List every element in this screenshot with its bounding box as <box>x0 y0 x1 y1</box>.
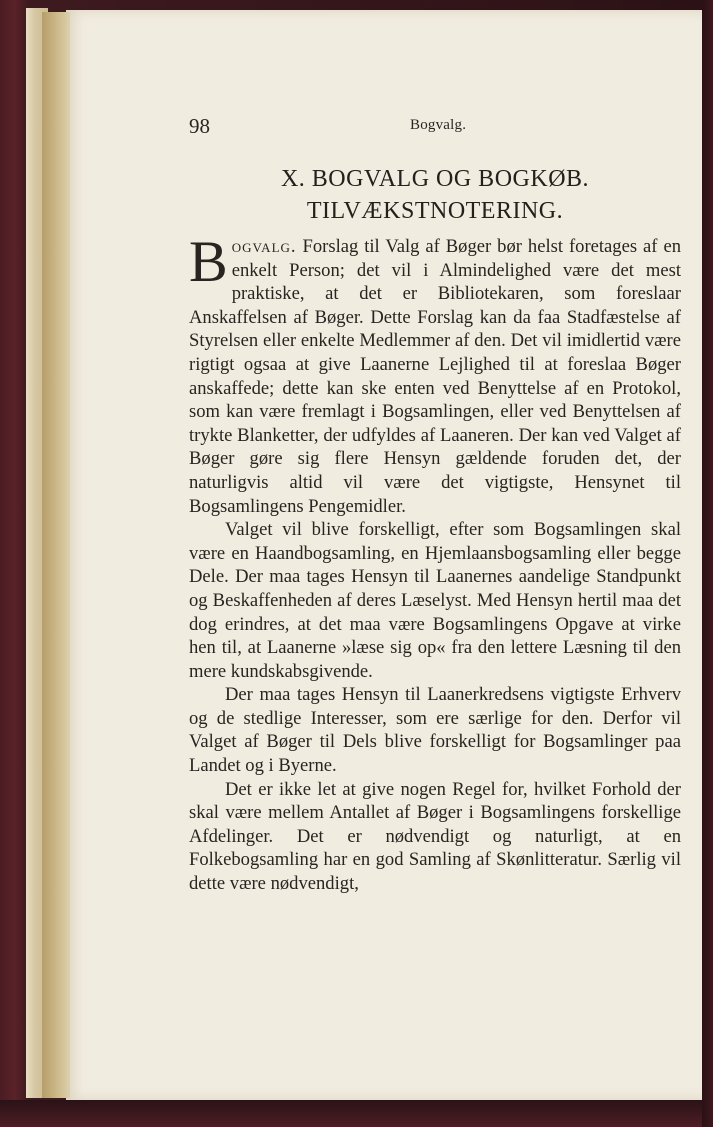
lead-in: ogvalg. <box>231 236 297 257</box>
running-head: Bogvalg. <box>410 117 467 133</box>
page-gutter <box>42 12 70 1098</box>
drop-cap: B <box>189 229 228 294</box>
page-header <box>189 112 689 142</box>
cover-right-edge <box>702 0 713 1127</box>
paragraph-2: Valget vil blive forskelligt, efter som Bogsamlingen skal være en Haandbogsamling, en Hjemlaansbogsamling eller begge Dele. Der maa tages Hensyn til Laanernes aandelige Standpunkt og Beskaffenheden af deres Læselyst. Med Hensyn hertil maa det dog erindres, at det maa være Bogsamlingens Opgave at virke hen til, at Laanerne »læse sig op« fra den lettere Læsning til den mere kundskabsgivende. <box>189 519 681 682</box>
paragraph-text: Forslag til Valg af Bøger bør helst foretages af en enkelt Person; det vil i Almindelighed være det mest praktiske, at det er Bibliotekaren, som foreslaar Anskaffelsen af Bøger. Dette Forslag kan da faa Stadfæstelse af Styrelsen eller enkelte Medlemmer af den. Det vil imidlertid være rigtigt ogsaa at give Laanerne Lejlighed til at foreslaa Bøger anskaffede; dette kan ske enten ved Benyttelse af en Protokol, som kan være fremlagt i Bogsamlingen, eller ved Benyttelsen af trykte Blanketter, der udfyldes af Laaneren. Der kan ved Valget af Bøger gøre sig flere Hensyn gældende foruden det, der naturligvis altid vil være det vigtigste, Hensynet til Bogsamlingens Pengemidler. <box>189 236 681 517</box>
page-number: 98 <box>189 114 210 138</box>
paragraph-1 <box>189 229 681 518</box>
paragraph-3: Der maa tages Hensyn til Laanerkredsens vigtigste Erhverv og de stedlige Interesser, som ere særlige for den. Derfor vil Valget af Bøger til Dels blive forskelligt for Bogsamlinger paa Landet og i Byerne. <box>189 684 681 777</box>
chapter-title-line-1: X. BOGVALG OG BOGKØB. <box>280 166 590 192</box>
chapter-title-line-2: TILVÆKSTNOTERING. <box>306 198 564 224</box>
body-text <box>189 229 681 896</box>
cover-bottom-edge <box>0 1100 713 1127</box>
chapter-title <box>189 163 681 227</box>
paragraph-4: Det er ikke let at give nogen Regel for, hvilket Forhold der skal være mellem Antallet af Bøger i Bogsamlingens forskellige Afdelinger. Det er nødvendigt og naturligt, at en Folkebogsamling har en god Samling af Skønlitteratur. Særlig vil dette være nødvendigt, <box>189 778 681 895</box>
